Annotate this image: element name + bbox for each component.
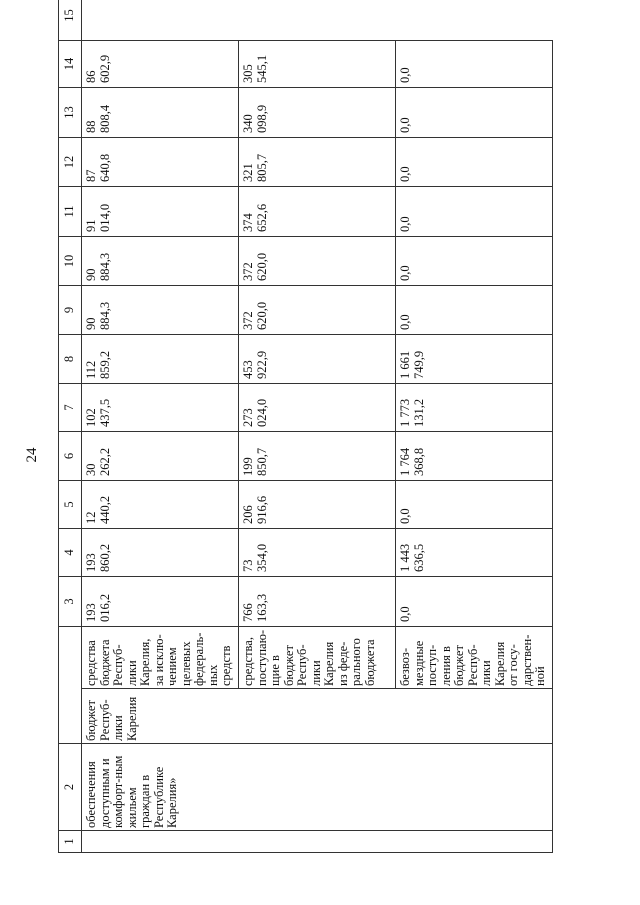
- cell-value: 1 661 749,9: [396, 335, 553, 384]
- col-header-4: 4: [59, 529, 82, 577]
- col-header-2: 2: [59, 744, 82, 831]
- cell-value: 305 545,1: [239, 41, 396, 88]
- cell-value: 206 916,6: [239, 481, 396, 529]
- cell-value: 453 922,9: [239, 335, 396, 384]
- cell-value: 73 354,0: [239, 529, 396, 577]
- cell-empty-col1: [82, 831, 553, 853]
- cell-value: 374 652,6: [239, 187, 396, 237]
- col-header-6: 6: [59, 432, 82, 481]
- cell-value: 0,0: [396, 187, 553, 237]
- cell-value: 90 884,3: [82, 237, 239, 286]
- col-header-14: 14: [59, 41, 82, 88]
- col-header-11: 11: [59, 187, 82, 237]
- cell-value: 102 437,5: [82, 384, 239, 432]
- col-header-source: [59, 627, 82, 744]
- cell-value: 0,0: [396, 41, 553, 88]
- cell-value: 0,0: [396, 577, 553, 627]
- cell-value: 91 014,0: [82, 187, 239, 237]
- col-header-1: 1: [59, 831, 82, 853]
- col-header-13: 13: [59, 88, 82, 138]
- col-header-12: 12: [59, 138, 82, 187]
- cell-value: 30 262,2: [82, 432, 239, 481]
- cell-value: 766 163,3: [239, 577, 396, 627]
- cell-value: 0,0: [396, 88, 553, 138]
- cell-value: 273 024,0: [239, 384, 396, 432]
- cell-value: 372 620,0: [239, 237, 396, 286]
- cell-value: 321 805,7: [239, 138, 396, 187]
- cell-value: 193 016,2: [82, 577, 239, 627]
- col-header-5: 5: [59, 481, 82, 529]
- row-label: средства, поступаю-щие в бюджет Респуб-лики Карелия из феде-рального бюджета: [239, 627, 396, 689]
- cell-value: 372 620,0: [239, 286, 396, 335]
- col-header-10: 10: [59, 237, 82, 286]
- cell-value: 0,0: [396, 138, 553, 187]
- col-header-3: 3: [59, 577, 82, 627]
- col-header-9: 9: [59, 286, 82, 335]
- row-label: безвоз-мездные поступ-ления в бюджет Респуб-лики Карелия от госу-дарствен-ной: [396, 627, 553, 689]
- cell-value: 12 440,2: [82, 481, 239, 529]
- cell-value: 340 098,9: [239, 88, 396, 138]
- budget-table: [58, 0, 553, 853]
- row-label: средства бюджета Респуб-лики Карелия, за исклю-чением целевых федераль-ных средств: [82, 627, 239, 689]
- cell-value: 0,0: [396, 481, 553, 529]
- cell-value: 90 884,3: [82, 286, 239, 335]
- cell-value: 87 640,8: [82, 138, 239, 187]
- cell-value: 88 808,4: [82, 88, 239, 138]
- program-name-cell: обеспечения доступным и комфорт-ным жильем граждан в Республике Карелия»: [82, 744, 553, 831]
- cell-value: 193 860,2: [82, 529, 239, 577]
- cell-value: 86 602,9: [82, 41, 239, 88]
- cell-value: 1 773 131,2: [396, 384, 553, 432]
- cell-value: 199 850,7: [239, 432, 396, 481]
- header-row: [59, 0, 82, 853]
- rotated-table-wrapper: [58, 9, 628, 853]
- col-header-8: 8: [59, 335, 82, 384]
- table-row-1: [82, 0, 239, 853]
- cell-value: 0,0: [396, 286, 553, 335]
- source-cell: бюджет Респуб-лики Карелия: [82, 689, 553, 744]
- cell-value: 1 443 636,5: [396, 529, 553, 577]
- col-header-15: 15: [59, 0, 82, 41]
- cell-value: 0,0: [396, 237, 553, 286]
- cell-value: 112 859,2: [82, 335, 239, 384]
- cell-value: 1 764 368,8: [396, 432, 553, 481]
- page-number: 24: [24, 447, 40, 463]
- col-header-7: 7: [59, 384, 82, 432]
